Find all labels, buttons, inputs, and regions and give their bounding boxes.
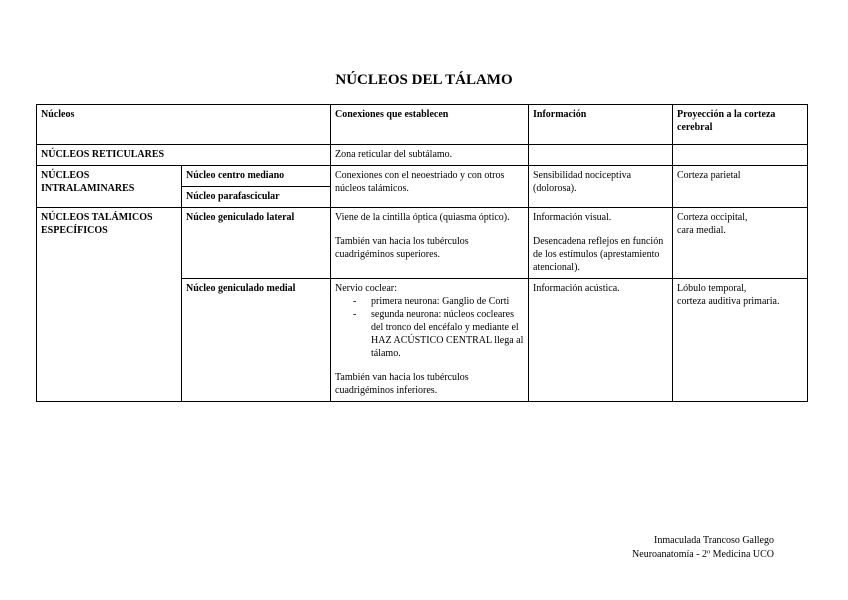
medial-con-end: También van hacia los tubérculos cuadrigéminos inferiores.: [335, 372, 469, 396]
lateral-informacion: [529, 208, 673, 279]
intralaminares-name: NÚCLEOS INTRALAMINARES: [37, 166, 182, 208]
lateral-proy2: cara medial.: [677, 225, 726, 236]
lateral-proyeccion: [673, 208, 808, 279]
footer-course: Neuroanatomía - 2º Medicina UCO: [632, 549, 774, 560]
header-proyeccion: Proyección a la corteza cerebral: [673, 105, 808, 145]
header-informacion: Información: [529, 105, 673, 145]
table-row-intralaminares: [37, 166, 808, 187]
medial-name: Núcleo geniculado medial: [182, 279, 331, 402]
medial-con-intro: Nervio coclear:: [335, 283, 397, 294]
header-nucleos: Núcleos: [37, 105, 331, 145]
medial-proyeccion: [673, 279, 808, 402]
intralaminares-sub1: Núcleo centro mediano: [182, 166, 331, 187]
list-item: - primera neurona: Ganglio de Corti: [371, 295, 524, 308]
lateral-con2: También van hacia los tubérculos cuadrigéminos superiores.: [335, 236, 469, 260]
lateral-info1: Información visual.: [533, 212, 612, 223]
lateral-con1: Viene de la cintilla óptica (quiasma óptico).: [335, 212, 510, 223]
lateral-proy1: Corteza occipital,: [677, 212, 748, 223]
medial-con-list: [335, 295, 524, 360]
table-header-row: [37, 105, 808, 145]
medial-informacion: Información acústica.: [529, 279, 673, 402]
thalamus-nuclei-table: [36, 104, 808, 402]
medial-proy2: corteza auditiva primaria.: [677, 296, 780, 307]
footer: [632, 534, 774, 562]
intralaminares-conexiones: Conexiones con el neoestriado y con otros núcleos talámicos.: [331, 166, 529, 208]
medial-conexiones: [331, 279, 529, 402]
reticulares-informacion: [529, 145, 673, 166]
reticulares-proyeccion: [673, 145, 808, 166]
header-conexiones: Conexiones que establecen: [331, 105, 529, 145]
lateral-info2: Desencadena reflejos en función de los estímulos (aprestamiento atencional).: [533, 236, 664, 273]
list-item: - segunda neurona: núcleos cocleares del tronco del encéfalo y mediante el HAZ ACÚSTICO CENTRAL llega al tálamo.: [371, 308, 524, 360]
page-title: NÚCLEOS DEL TÁLAMO: [335, 72, 513, 88]
intralaminares-sub2: Núcleo parafascicular: [182, 187, 331, 208]
reticulares-conexiones: Zona reticular del subtálamo.: [331, 145, 529, 166]
lateral-conexiones: [331, 208, 529, 279]
reticulares-name: NÚCLEOS RETICULARES: [37, 145, 331, 166]
table-row-geniculado-lateral: [37, 208, 808, 279]
intralaminares-proyeccion: Corteza parietal: [673, 166, 808, 208]
medial-proy1: Lóbulo temporal,: [677, 283, 747, 294]
especificos-name: NÚCLEOS TALÁMICOS ESPECÍFICOS: [37, 208, 182, 402]
intralaminares-informacion: Sensibilidad nociceptiva (dolorosa).: [529, 166, 673, 208]
footer-author: Inmaculada Trancoso Gallego: [654, 535, 774, 546]
table-row-reticulares: [37, 145, 808, 166]
lateral-name: Núcleo geniculado lateral: [182, 208, 331, 279]
